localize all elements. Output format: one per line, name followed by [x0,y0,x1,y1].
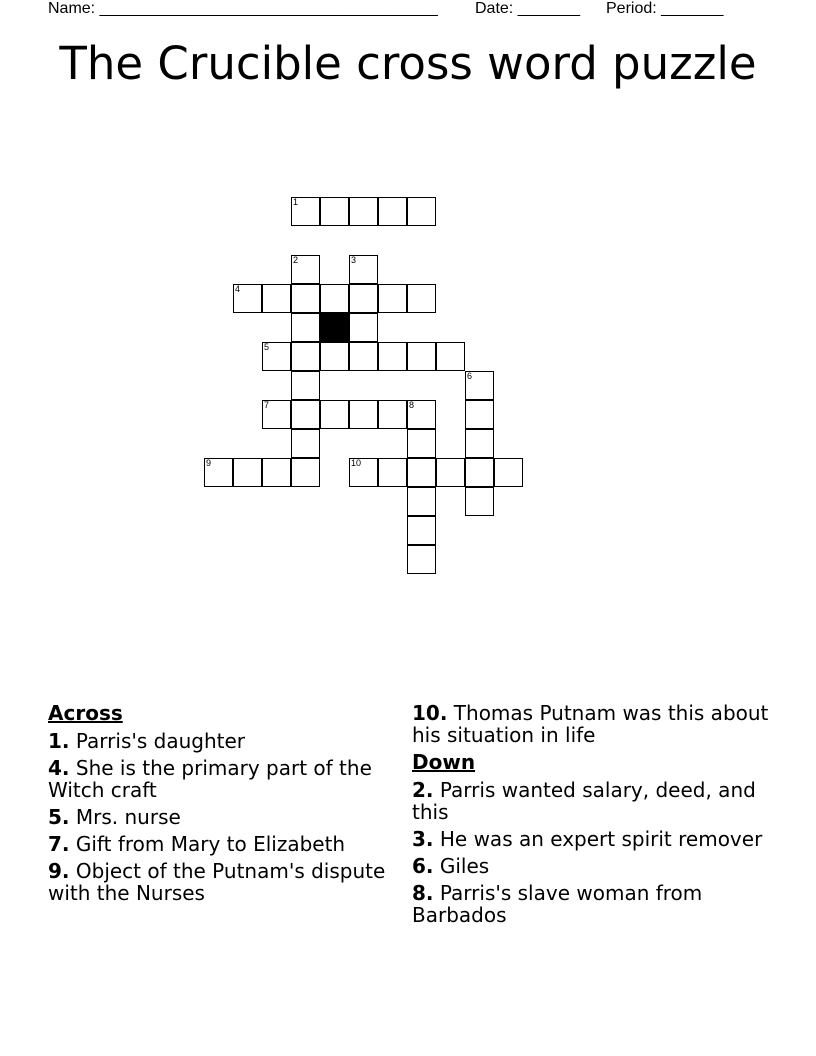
clue-number: 5 [264,342,270,352]
clue-item [48,730,408,752]
clue-item [412,779,772,823]
down-heading: Down [412,750,476,774]
clue-item [48,860,408,904]
crossword-cell[interactable] [436,458,465,487]
crossword-cell[interactable] [494,458,523,487]
crossword-cell[interactable] [291,458,320,487]
crossword-cell[interactable] [291,400,320,429]
crossword-cell[interactable] [233,284,262,313]
crossword-cell[interactable] [465,371,494,400]
clue-number: 2 [293,255,299,265]
name-field[interactable]: Name: ______________________________________ [48,0,438,17]
clue-num: 6. [412,854,434,878]
crossword-cell[interactable] [465,487,494,516]
crossword-cell[interactable] [407,197,436,226]
clue-text: Gift from Mary to Elizabeth [75,832,346,856]
crossword-cell[interactable] [349,400,378,429]
clue-text: She is the primary part of the Witch craft [48,756,372,802]
crossword-cell[interactable] [349,342,378,371]
down-clues [412,702,772,931]
crossword-cell[interactable] [291,284,320,313]
clue-number: 6 [467,371,473,381]
clue-number: 4 [235,284,241,294]
across-clues [48,702,408,909]
clue-num: 3. [412,827,434,851]
crossword-cell[interactable] [320,284,349,313]
crossword-cell[interactable] [407,458,436,487]
clue-item [48,833,408,855]
crossword-cell[interactable] [465,458,494,487]
crossword-cell[interactable] [204,458,233,487]
crossword-cell[interactable] [349,197,378,226]
clue-number: 7 [264,400,270,410]
crossword-cell[interactable] [349,458,378,487]
crossword-cell[interactable] [465,429,494,458]
clue-num: 4. [48,756,70,780]
crossword-cell[interactable] [407,516,436,545]
crossword-cell[interactable] [407,342,436,371]
crossword-cell[interactable] [291,342,320,371]
clue-item [412,702,772,746]
clue-item [412,882,772,926]
clue-text: Mrs. nurse [75,805,181,829]
crossword-cell[interactable] [465,400,494,429]
clue-num: 1. [48,729,70,753]
clue-text: Thomas Putnam was this about his situation in life [412,701,769,747]
clue-text: Parris's daughter [75,729,246,753]
crossword-cell[interactable] [407,400,436,429]
clue-text: Parris's slave woman from Barbados [412,881,703,927]
crossword-cell[interactable] [320,197,349,226]
crossword-cell[interactable] [262,400,291,429]
clue-num: 8. [412,881,434,905]
page-title: The Crucible cross word puzzle [59,37,757,90]
crossword-cell[interactable] [349,313,378,342]
blocked-cell [320,313,349,342]
crossword-cell[interactable] [436,342,465,371]
crossword-cell[interactable] [262,284,291,313]
clue-number: 3 [351,255,357,265]
crossword-cell[interactable] [349,284,378,313]
crossword-cell[interactable] [291,197,320,226]
crossword-cell[interactable] [407,487,436,516]
clue-text: He was an expert spirit remover [439,827,763,851]
clue-item [48,806,408,828]
clue-number: 9 [206,458,212,468]
crossword-cell[interactable] [407,284,436,313]
crossword-cell[interactable] [320,342,349,371]
clue-number: 10 [351,458,362,468]
crossword-cell[interactable] [407,429,436,458]
crossword-cell[interactable] [407,545,436,574]
crossword-cell[interactable] [262,342,291,371]
clue-text: Parris wanted salary, deed, and this [412,778,756,824]
crossword-cell[interactable] [378,284,407,313]
period-field[interactable]: Period: _______ [606,0,724,17]
clue-num: 5. [48,805,70,829]
crossword-cell[interactable] [378,197,407,226]
clue-num: 9. [48,859,70,883]
crossword-cell[interactable] [291,313,320,342]
crossword-cell[interactable] [233,458,262,487]
clue-item [412,828,772,850]
crossword-cell[interactable] [320,400,349,429]
clue-number: 1 [293,197,299,207]
crossword-cell[interactable] [291,255,320,284]
crossword-cell[interactable] [291,371,320,400]
crossword-cell[interactable] [378,342,407,371]
clue-text: Giles [439,854,490,878]
clue-num: 2. [412,778,434,802]
date-field[interactable]: Date: _______ [475,0,580,17]
clue-num: 10. [412,701,448,725]
across-heading: Across [48,701,123,725]
crossword-cell[interactable] [378,458,407,487]
crossword-cell[interactable] [378,400,407,429]
clue-text: Object of the Putnam's dispute with the Nurses [48,859,386,905]
crossword-cell[interactable] [262,458,291,487]
crossword-cell[interactable] [349,255,378,284]
clue-item [412,855,772,877]
clue-number: 8 [409,400,415,410]
crossword-cell[interactable] [291,429,320,458]
clue-item [48,757,408,801]
clue-num: 7. [48,832,70,856]
